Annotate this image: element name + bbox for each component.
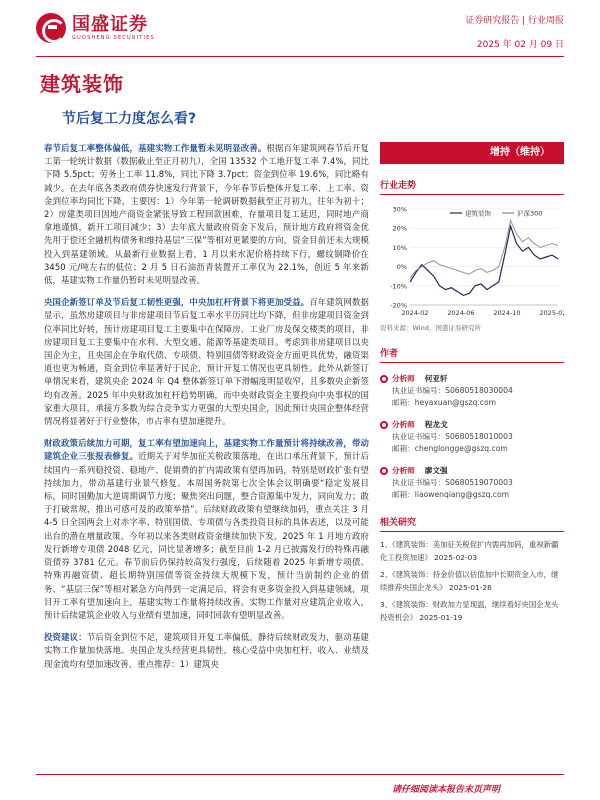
related-item[interactable] — [380, 598, 564, 624]
analysts-title: 作者 — [380, 346, 564, 363]
analyst — [380, 465, 564, 501]
header-divider — [36, 56, 564, 57]
legend-label: 建筑装饰 — [465, 209, 491, 218]
paragraph — [44, 296, 369, 428]
logo-en: GUOSHENG SECURITIES — [72, 35, 155, 41]
paragraph-body: 近期关于对华加征关税政策落地，在出口承压背景下，预计后续国内一系列稳投资、稳地产、促销费的扩内需政策有望再加码，特别是财政扩张有望持续加力，带动基建行业景气修复。本周国务院第七次全体会议明确要“稳定发展目标，同时国勤加大逆周期调节力度；聚焦突出问题，整合资源集中发力，同向发力；敢于打破常规，推出可感可及的政策举措”。后续财政政策有望继续加码，重点关注 3 月 4-5 日全国两会上对赤字率、特别国债、专项债与各类投资目标的具体表述，以及可能出台的潜在增量政策。今年初以来各类财政资金继续加快下发，2025 年 1 月地方政府发行新增专项债 2048 亿元，同比显著增多；截至目前 1-2 月已披露发行的特殊再融资债券 3781 亿元。春节前后仍保持较高发行强度，后续随着 2025 年新增专项债、特殊再融资债、超长期特别国债等资金持续大规模下发，预计当前制约企业的债务、“基层三保”等相对紧急方向得到一定满足后，将会有更多资金投入到基建领域，项目开工率有望加速向上，基建实物工作量将持续改善。实物工作量对应建筑企业收入，预计后续建筑企业收入与业绩有望加速，同时回款有望明显改善。 — [44, 451, 369, 620]
related-text: 2、《建筑装饰：持金价值以估值加中长期资金入市，继续推荐央国企龙头》 — [380, 570, 559, 592]
related-list — [380, 538, 564, 624]
sidebar — [380, 142, 564, 628]
related-title: 相关研究 — [380, 515, 564, 532]
paragraph-lead: 春节后复工率整体偏低，基建实物工作量暂未见明显改善。 — [44, 143, 267, 153]
analyst-label: 分析师 — [392, 374, 415, 383]
analyst-cert: 执业证书编号：S0680518010003 — [392, 432, 513, 441]
y-tick-label: -10% — [390, 282, 407, 291]
footer-disclaimer: 请仔细阅读本报告末页声明 — [391, 785, 500, 795]
paragraph-body: 节后资金到位不足，建筑项目开复工率偏低。静待后续财政发力，驱动基建实物工作量加快落地。央国企龙头经营更具韧性，核心受益中央加杠杆，收入、业绩及现金流均有望加速改善，重点推荐：1）建筑央 — [44, 632, 369, 669]
analyst-cert: 执业证书编号：S0680518030004 — [392, 386, 513, 395]
related-date: 2025-01-19 — [419, 613, 463, 622]
analyst-name: 廖文强 — [424, 466, 448, 475]
rating-badge: 增持（维持） — [380, 142, 564, 164]
paragraph-body: 百年建筑网数据显示，虽然房建项目与非房建项目节后复工率水平历同比均下降，但非房建项目资金到位率同比好转，预计房建项目复工主要集中在保障房、工业厂房及保交楼类的项目，非房建项目复工主要集中在水利、大型交通、能源等基建类项目。考虑到非房建项目以央国企为主，且央国企在争取代债、专项债、特别国债等财政资金方面更具优势，融资渠道也更为畅通，资金到位率显著好于民企，预计开复工情况也更具韧性。此外从新签订单情况来看，建筑央企 2024 年 Q4 整体新签订单下滑幅度明显收窄，且多数央企新签均有改善。2025 年中央财政加杠杆趋势明确，而中央财政资金主要投向中央事权的国家重大项目，承接方多数为综合竞争实力更强的大型央国企，因此预计央国企整体经营情况将显著好于行业整体，市占率有望加速提升。 — [44, 297, 369, 427]
analyst — [380, 419, 564, 455]
x-tick-label: 2024-06 — [447, 309, 475, 317]
series-line — [410, 221, 558, 279]
related-date: 2025-01-26 — [448, 583, 492, 592]
logo-cn: 国盛证券 — [72, 14, 148, 35]
header — [0, 0, 600, 58]
logo-icon — [36, 13, 66, 43]
related-item[interactable] — [380, 568, 564, 594]
related-date: 2025-02-03 — [434, 553, 478, 562]
related-text: 3、《建筑装饰：财政加力显现温，继续看好央国企龙头投资机会》 — [380, 600, 559, 622]
analyst — [380, 373, 564, 409]
trend-chart — [380, 201, 564, 321]
x-tick-label: 2025-02 — [539, 309, 564, 317]
paragraph-lead: 央国企新签订单及节后复工韧性更强，中央加杠杆背景下将更加受益。 — [44, 297, 310, 308]
analyst-name: 程龙戈 — [424, 420, 448, 429]
analyst-cert: 执业证书编号：S0680519070003 — [392, 478, 513, 487]
report-date: 2025 年 02 月 09 日 — [476, 40, 564, 50]
logo — [36, 13, 155, 43]
paragraph-lead: 投资建议： — [44, 632, 87, 643]
trend-chart-svg — [380, 201, 564, 321]
paragraph-body: 根据百年建筑网春节后开复工第一轮统计数据（数据截止至正月初九），全国 13532 个工地开复工率 7.4%，同比下降 5.5pct；劳务上工率 11.8%，同比下降 3.7pct；资金到位率 19.6%，同比略有减少。在去年底各类政府债券快速发行背景下，今年春节后整体开复工率、上工率、资金到位率均同比下降，主要因：1）今年第一轮调研数据截至正月初九，往年为初十；2）房建类项目因地产商资金紧张导致工程回款困难，存量项目复工延迟，同时地产商拿地谨慎，新开工项目减少；3）去年底大量政府资金下发后，预计地方政府将资金优先用于偿还全融机构债务和维持基层“三保”等相对更紧要的方向，资金目前还未大规模投入到基建领域。从最新行业数据上看，1 月以来水泥价格持续下行，螺纹钢降价在 3450 元/吨左右的低位；2 月 5 日石油沥青装置开工率仅为 22.1%，创近 5 年来新低，基建实物工作量仍暂时未见明显改善。 — [44, 143, 369, 286]
y-tick-label: -20% — [390, 301, 407, 310]
x-tick-label: 2024-10 — [493, 309, 521, 317]
chart-source: 资料来源：Wind，国盛证券研究所 — [380, 324, 481, 332]
report-type: 证券研究报告 | 行业周报 — [465, 16, 564, 26]
paragraph — [44, 142, 369, 287]
paragraph-lead: 财政政策后续加力可期，复工率有望加速向上，基建实物工作量预计将持续改善，带动建筑企业三张报表修复。 — [44, 438, 369, 462]
x-tick-label: 2024-02 — [401, 309, 429, 317]
person-icon — [380, 467, 388, 475]
footer — [0, 774, 600, 800]
report-subtitle: 节后复工力度怎么看? — [62, 111, 197, 127]
analyst-email[interactable]: 邮箱：chenglongge@gszq.com — [392, 444, 508, 453]
related-text: 1、《建筑装饰：美加征关税促扩内需再加码，重视新疆化工投资加速》 — [380, 540, 559, 562]
paragraph — [44, 631, 369, 671]
analyst-email[interactable]: 邮箱：heyaxuan@gszq.com — [392, 398, 496, 407]
person-icon — [380, 421, 388, 429]
analyst-email[interactable]: 邮箱：liaowenqiang@gszq.com — [392, 490, 510, 499]
y-tick-label: 20% — [392, 224, 407, 233]
analyst-label: 分析师 — [392, 466, 415, 475]
y-tick-label: 30% — [392, 205, 407, 214]
person-icon — [380, 375, 388, 383]
analyst-name: 何亚轩 — [424, 374, 448, 383]
analyst-label: 分析师 — [392, 420, 415, 429]
paragraph — [44, 437, 369, 622]
main-text — [44, 142, 369, 680]
footer-divider — [36, 774, 564, 775]
trend-title: 行业走势 — [380, 178, 564, 195]
related-item[interactable] — [380, 538, 564, 564]
legend-label: 沪深300 — [517, 209, 543, 218]
y-tick-label: 0% — [396, 263, 407, 272]
y-tick-label: 10% — [392, 243, 407, 252]
industry-title: 建筑装饰 — [40, 72, 124, 96]
